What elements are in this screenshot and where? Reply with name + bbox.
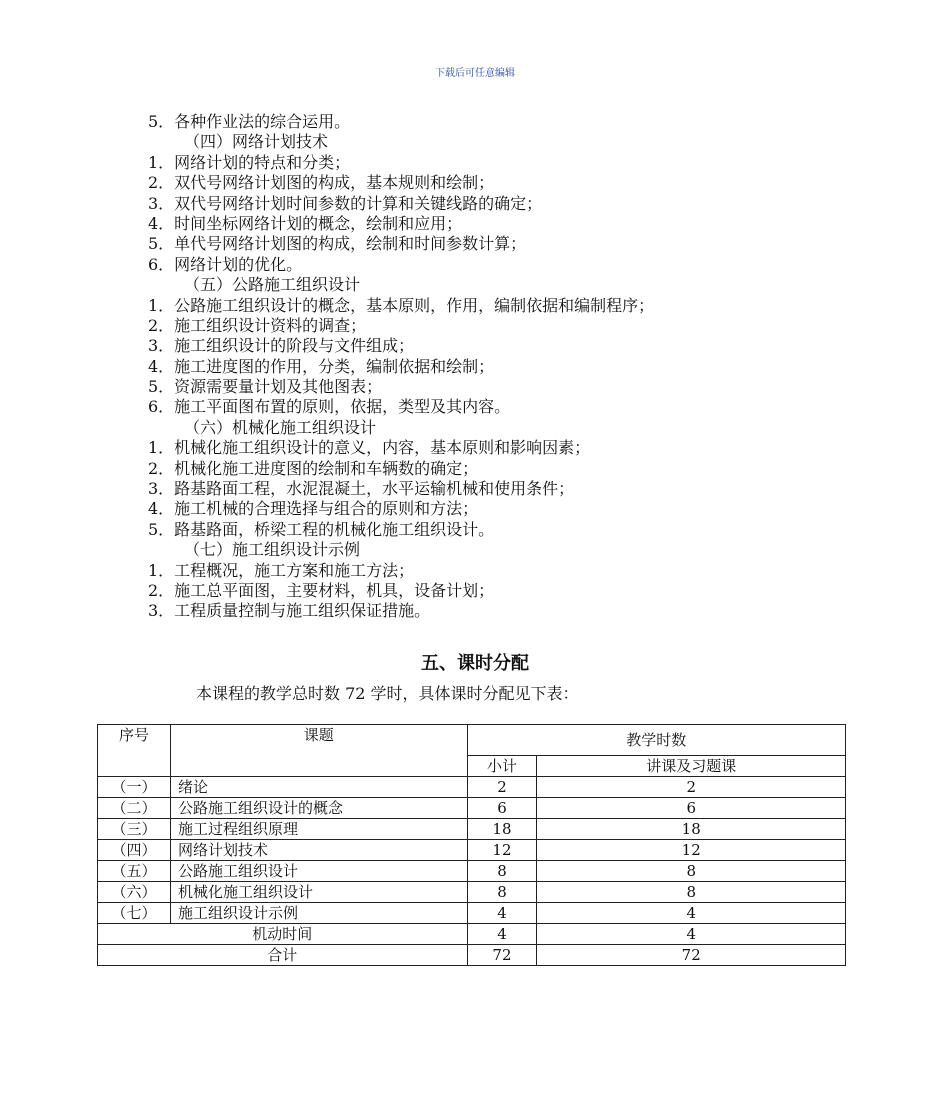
row-subtotal: 4 xyxy=(467,903,537,924)
table-row xyxy=(98,840,846,861)
list-item: 1．机械化施工组织设计的意义，内容，基本原则和影响因素； xyxy=(148,438,591,458)
row-subtotal: 8 xyxy=(467,861,537,882)
list-item: 1．工程概况，施工方案和施工方法； xyxy=(148,560,415,580)
list-item: 5．资源需要量计划及其他图表； xyxy=(148,377,383,397)
row-topic: 施工过程组织原理 xyxy=(170,819,467,840)
row-topic: 绪论 xyxy=(170,777,467,798)
flex-time-subtotal: 4 xyxy=(467,924,537,945)
row-no: （一） xyxy=(98,777,171,798)
row-lecture: 8 xyxy=(537,882,846,903)
list-item: 2．机械化施工进度图的绘制和车辆数的确定； xyxy=(148,458,479,478)
total-subtotal: 72 xyxy=(467,945,537,966)
table-row xyxy=(98,798,846,819)
total-lecture: 72 xyxy=(537,945,846,966)
list-item: 3．施工组织设计的阶段与文件组成； xyxy=(148,336,415,356)
row-lecture: 4 xyxy=(537,903,846,924)
list-item: 1．公路施工组织设计的概念，基本原则，作用，编制依据和编制程序； xyxy=(148,295,655,315)
row-topic: 公路施工组织设计的概念 xyxy=(170,798,467,819)
row-topic: 机械化施工组织设计 xyxy=(170,882,467,903)
row-no: （二） xyxy=(98,798,171,819)
list-item: 4．施工进度图的作用，分类，编制依据和绘制； xyxy=(148,356,495,376)
list-item: 6．网络计划的优化。 xyxy=(148,254,303,274)
header-note: 下载后可任意编辑 xyxy=(435,68,515,79)
flex-time-lecture: 4 xyxy=(537,924,846,945)
header-no: 序号 xyxy=(98,725,171,777)
section-heading: （五）公路施工组织设计 xyxy=(184,275,361,295)
list-item: 4．施工机械的合理选择与组合的原则和方法； xyxy=(148,499,479,519)
table-row xyxy=(98,819,846,840)
row-no: （七） xyxy=(98,903,171,924)
flex-time-row xyxy=(98,924,846,945)
row-lecture: 2 xyxy=(537,777,846,798)
list-item: 3．路基路面工程，水泥混凝土，水平运输机械和使用条件； xyxy=(148,479,575,499)
row-lecture: 18 xyxy=(537,819,846,840)
total-row xyxy=(98,945,846,966)
flex-time-label: 机动时间 xyxy=(98,924,468,945)
row-lecture: 12 xyxy=(537,840,846,861)
row-lecture: 6 xyxy=(537,798,846,819)
table-row xyxy=(98,903,846,924)
header-subtotal: 小计 xyxy=(467,756,537,777)
list-item: 5．各种作业法的综合运用。 xyxy=(148,112,351,131)
table-row xyxy=(98,882,846,903)
row-no: （四） xyxy=(98,840,171,861)
section-heading: （七）施工组织设计示例 xyxy=(184,540,361,560)
outline-list xyxy=(148,112,908,622)
list-item: 4．时间坐标网络计划的概念，绘制和应用； xyxy=(148,213,463,233)
list-item: 3．工程质量控制与施工组织保证措施。 xyxy=(148,601,431,621)
header-hours: 教学时数 xyxy=(467,725,845,756)
row-no: （三） xyxy=(98,819,171,840)
table-row xyxy=(98,861,846,882)
row-topic: 公路施工组织设计 xyxy=(170,861,467,882)
list-item: 6．施工平面图布置的原则，依据，类型及其内容。 xyxy=(148,397,511,417)
section-heading: （六）机械化施工组织设计 xyxy=(184,417,377,437)
row-topic: 施工组织设计示例 xyxy=(170,903,467,924)
list-item: 2．双代号网络计划图的构成，基本规则和绘制； xyxy=(148,173,495,193)
list-item: 5．路基路面，桥梁工程的机械化施工组织设计。 xyxy=(148,519,495,539)
table-header-row xyxy=(98,725,846,756)
list-item: 1．网络计划的特点和分类； xyxy=(148,152,351,172)
header-topic: 课题 xyxy=(170,725,467,777)
section-title: 五、课时分配 xyxy=(421,653,529,674)
row-no: （五） xyxy=(98,861,171,882)
section-heading: （四）网络计划技术 xyxy=(184,132,329,152)
row-subtotal: 18 xyxy=(467,819,537,840)
list-item: 3．双代号网络计划时间参数的计算和关键线路的确定； xyxy=(148,193,543,213)
row-topic: 网络计划技术 xyxy=(170,840,467,861)
header-lecture: 讲课及习题课 xyxy=(537,756,846,777)
table-row xyxy=(98,777,846,798)
row-lecture: 8 xyxy=(537,861,846,882)
hours-table xyxy=(97,724,846,966)
list-item: 2．施工总平面图，主要材料，机具，设备计划； xyxy=(148,580,495,600)
section-intro: 本课程的教学总时数 72 学时，具体课时分配见下表： xyxy=(196,684,579,703)
row-subtotal: 2 xyxy=(467,777,537,798)
list-item: 2．施工组织设计资料的调查； xyxy=(148,315,367,335)
row-subtotal: 8 xyxy=(467,882,537,903)
row-subtotal: 12 xyxy=(467,840,537,861)
total-label: 合计 xyxy=(98,945,468,966)
list-item: 5．单代号网络计划图的构成，绘制和时间参数计算； xyxy=(148,234,527,254)
row-no: （六） xyxy=(98,882,171,903)
row-subtotal: 6 xyxy=(467,798,537,819)
